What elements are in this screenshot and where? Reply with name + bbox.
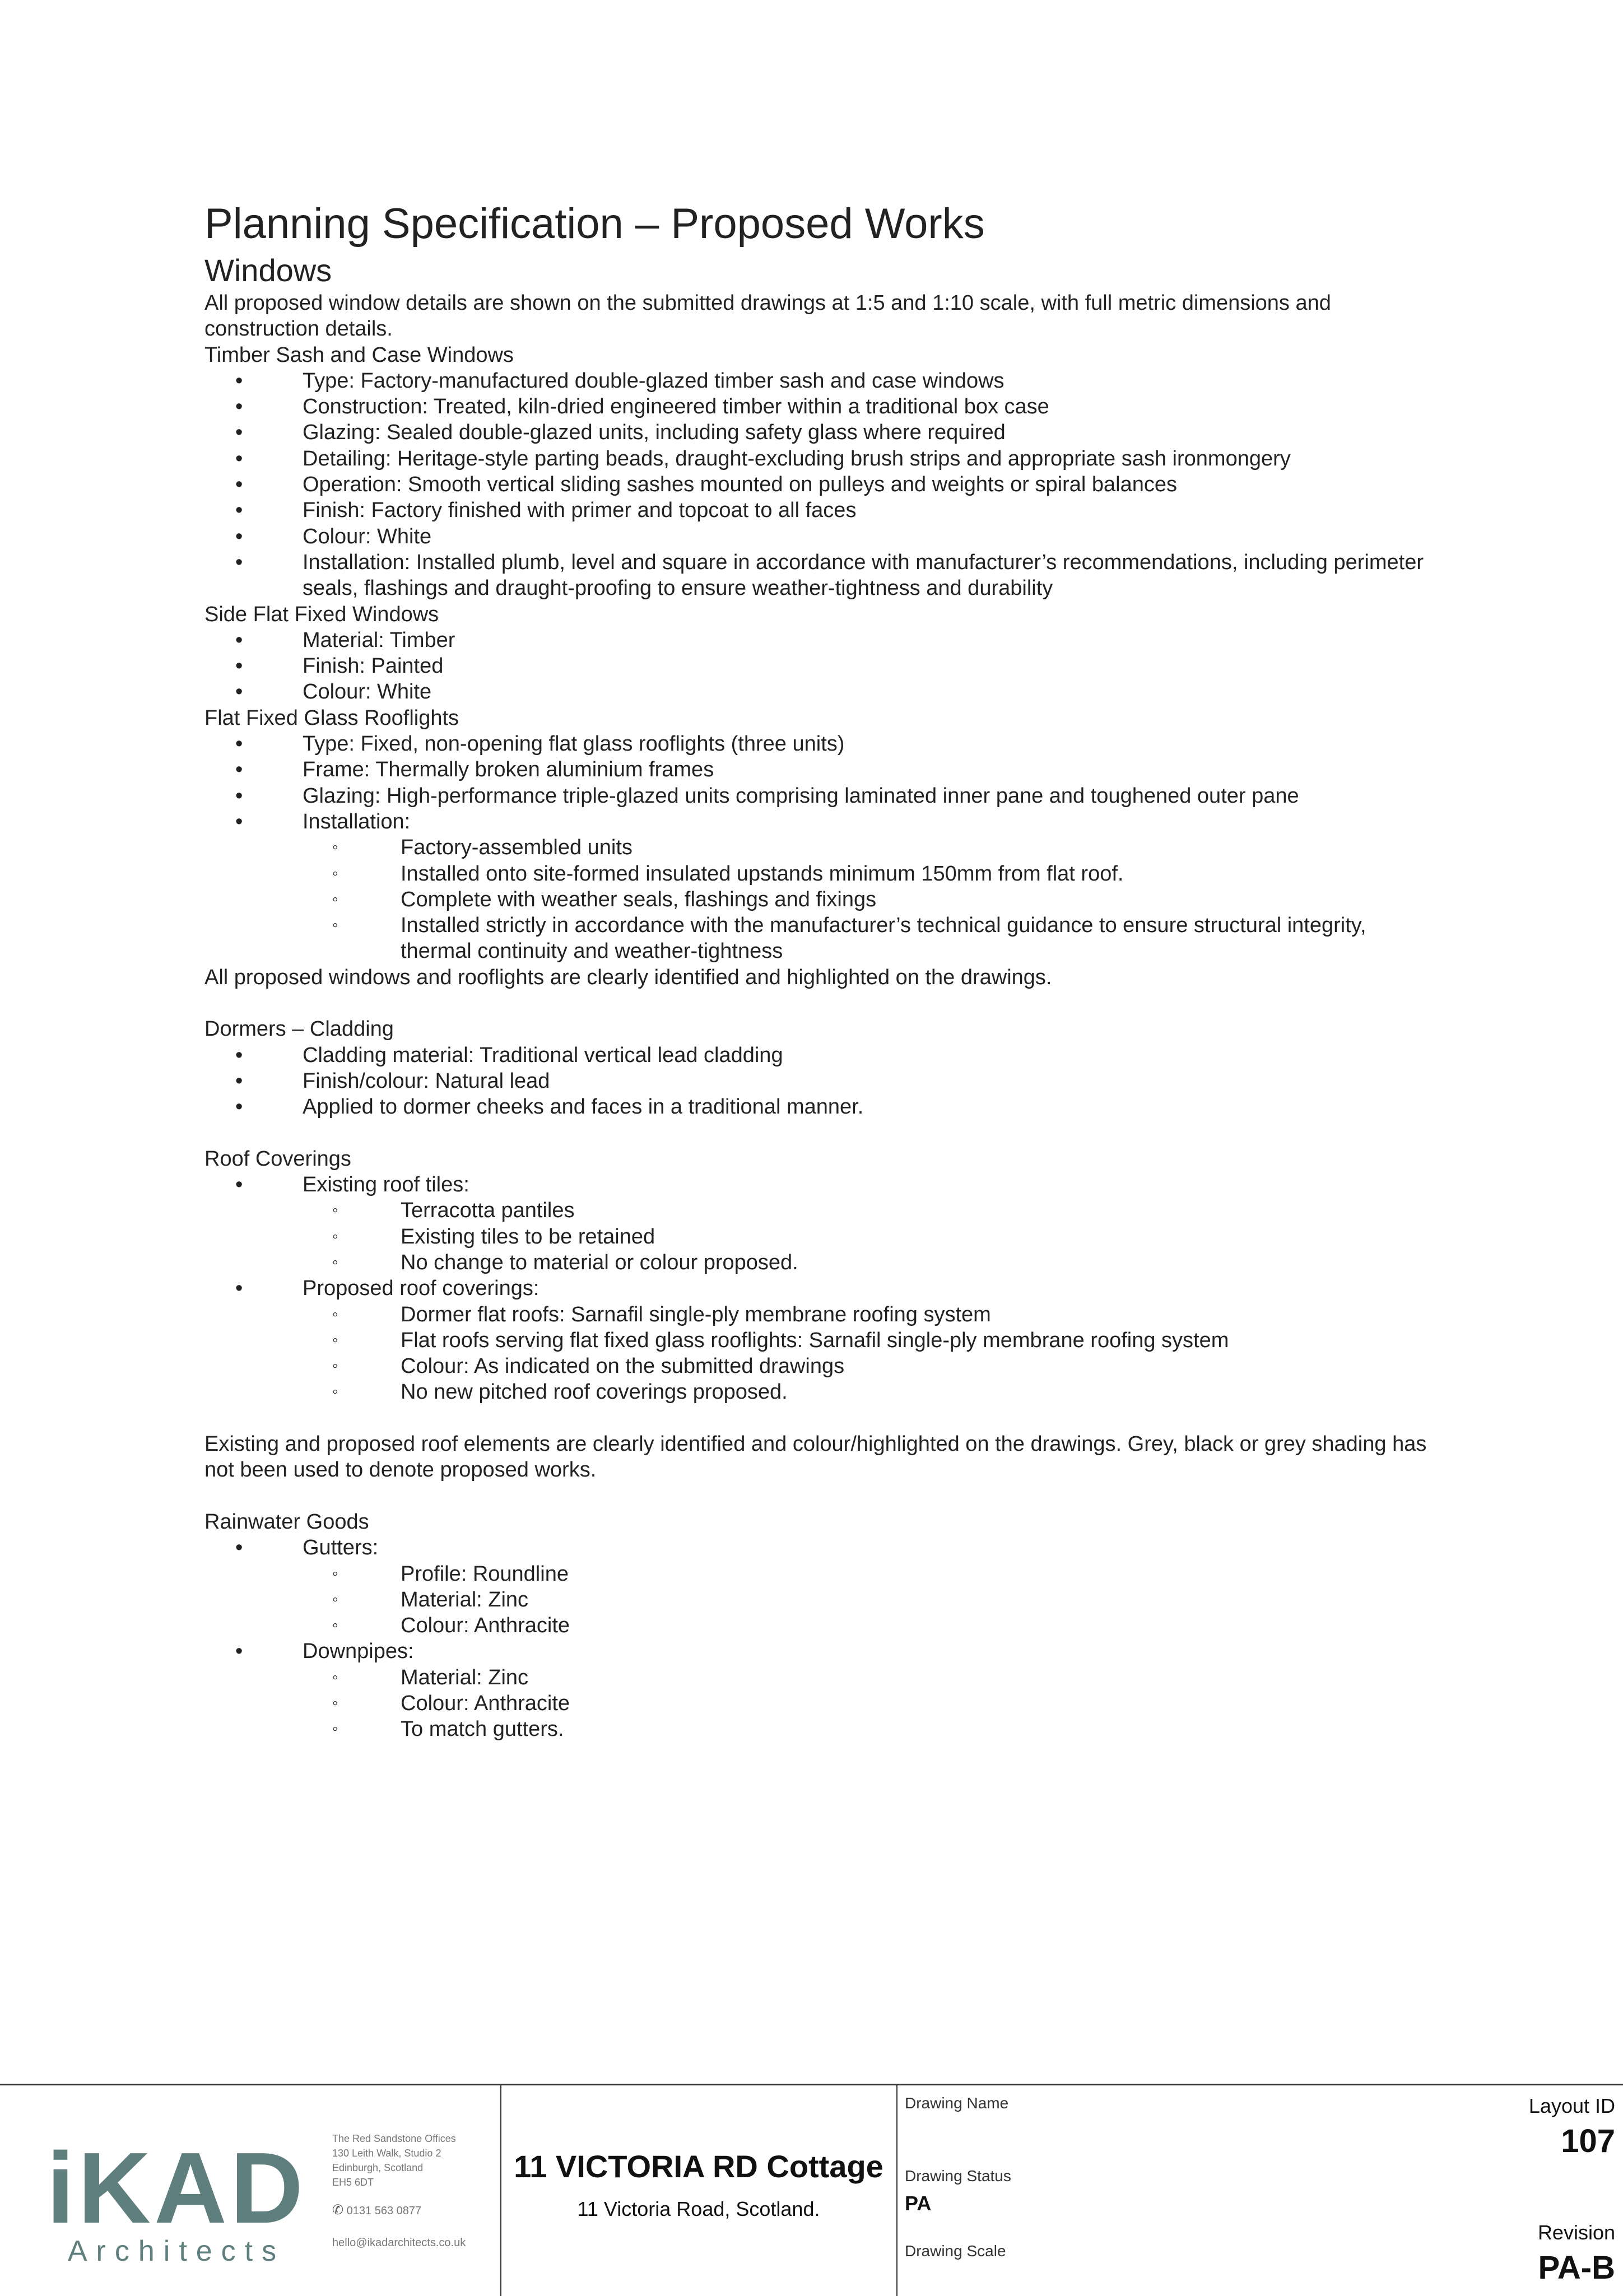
drawing-scale-label: Drawing Scale <box>905 2242 1006 2260</box>
logo-subtext: Architects <box>67 2235 286 2267</box>
drawing-status-label: Drawing Status <box>905 2167 1011 2185</box>
layout-id-value: 107 <box>1561 2123 1615 2159</box>
list-item: • Finish: Factory finished with primer and topcoat to all faces <box>204 497 1431 523</box>
hollow-bullet-icon: ◦ <box>332 1564 338 1583</box>
rooflights-list <box>204 731 1431 835</box>
list-item: • Finish/colour: Natural lead <box>204 1068 1431 1094</box>
list-item: ◦ Profile: Roundline <box>204 1561 1431 1587</box>
bullet-icon: • <box>235 628 243 652</box>
list-item: • Construction: Treated, kiln-dried engineered timber within a traditional box case <box>204 394 1431 420</box>
list-item: • Proposed roof coverings: <box>204 1275 1431 1301</box>
sash-list <box>204 368 1431 602</box>
dormers-heading: Dormers – Cladding <box>204 1017 394 1041</box>
roof-closing: Existing and proposed roof elements are clearly identified and colour/highlighted on the drawings. Grey, black or grey shading has not been used to denote proposed works. <box>204 1432 1427 1482</box>
list-item: ◦ Material: Zinc <box>204 1587 1431 1613</box>
ikad-logo <box>42 2139 311 2267</box>
windows-heading: Windows <box>204 253 332 288</box>
hollow-bullet-icon: ◦ <box>332 1330 338 1349</box>
hollow-bullet-icon: ◦ <box>332 1668 338 1687</box>
windows-closing: All proposed windows and rooflights are clearly identified and highlighted on the drawings. <box>204 965 1052 989</box>
side-windows-heading: Side Flat Fixed Windows <box>204 602 439 626</box>
title-block <box>0 2084 1623 2294</box>
list-item: ◦ Installed strictly in accordance with the manufacturer’s technical guidance to ensure structural integrity, thermal continuity and weather-tightness <box>332 914 1366 963</box>
bullet-icon: • <box>235 809 243 833</box>
logo-text: iKAD <box>46 2139 306 2244</box>
hollow-bullet-icon: ◦ <box>332 1694 338 1713</box>
list-item: • Finish: Painted <box>204 653 1431 679</box>
downpipes-sublist <box>204 1665 1431 1743</box>
installation-sublist <box>204 835 1431 964</box>
list-item: • Existing roof tiles: <box>204 1172 1431 1198</box>
list-item: • Frame: Thermally broken aluminium frames <box>204 757 1431 783</box>
roof-heading: Roof Coverings <box>204 1147 351 1171</box>
bullet-icon: • <box>235 1640 243 1664</box>
list-item: ◦ Material: Zinc <box>204 1665 1431 1690</box>
office-phone: ✆ 0131 563 0877 <box>332 2202 422 2218</box>
bullet-icon: • <box>235 395 243 419</box>
list-item: ◦ No new pitched roof coverings proposed. <box>204 1379 1431 1405</box>
drawing-status-value: PA <box>905 2192 932 2215</box>
list-item: ◦ Complete with weather seals, flashings and fixings <box>204 887 1431 912</box>
title-block-divider <box>896 2085 897 2296</box>
bullet-icon: • <box>235 1095 243 1119</box>
specification-content <box>204 197 1431 1743</box>
bullet-icon: • <box>235 1069 243 1093</box>
bullet-icon: • <box>235 499 243 523</box>
hollow-bullet-icon: ◦ <box>332 864 338 883</box>
bullet-icon: • <box>235 1043 243 1067</box>
dormers-list <box>204 1042 1431 1120</box>
list-item: • Installation: Installed plumb, level and square in accordance with manufacturer’s recommendations, including perimeter seals, flashings and draught-proofing to ensure weather-tightness and durability <box>235 550 1424 600</box>
bullet-icon: • <box>235 446 243 471</box>
bullet-icon: • <box>235 1277 243 1301</box>
hollow-bullet-icon: ◦ <box>332 1720 338 1739</box>
side-windows-list <box>204 627 1431 705</box>
list-item: ◦ To match gutters. <box>204 1716 1431 1742</box>
revision-label: Revision <box>1537 2221 1615 2244</box>
rainwater-list-2 <box>204 1638 1431 1664</box>
list-item: • Cladding material: Traditional vertical lead cladding <box>204 1042 1431 1068</box>
hollow-bullet-icon: ◦ <box>332 1357 338 1376</box>
list-item: • Operation: Smooth vertical sliding sashes mounted on pulleys and weights or spiral balances <box>204 472 1431 497</box>
project-address: 11 Victoria Road, Scotland. <box>577 2197 820 2220</box>
drawing-name-label: Drawing Name <box>905 2094 1009 2112</box>
bullet-icon: • <box>235 680 243 704</box>
list-item: ◦ Existing tiles to be retained <box>204 1224 1431 1250</box>
list-item: • Type: Fixed, non-opening flat glass rooflights (three units) <box>204 731 1431 757</box>
bullet-icon: • <box>235 524 243 548</box>
rooflights-heading: Flat Fixed Glass Rooflights <box>204 706 459 730</box>
list-item: • Gutters: <box>204 1535 1431 1561</box>
list-item: • Type: Factory-manufactured double-glazed timber sash and case windows <box>204 368 1431 394</box>
list-item: ◦ Colour: Anthracite <box>204 1613 1431 1638</box>
proposed-roof-sublist <box>204 1302 1431 1405</box>
list-item: ◦ Installed onto site-formed insulated upstands minimum 150mm from flat roof. <box>204 861 1431 887</box>
list-item: ◦ Dormer flat roofs: Sarnafil single-ply membrane roofing system <box>204 1302 1431 1328</box>
list-item: ◦ Flat roofs serving flat fixed glass rooflights: Sarnafil single-ply membrane roofing system <box>204 1328 1431 1353</box>
list-item: ◦ Colour: Anthracite <box>204 1690 1431 1716</box>
roof-list <box>204 1172 1431 1198</box>
list-item: • Glazing: High-performance triple-glazed units comprising laminated inner pane and toughened outer pane <box>204 783 1431 809</box>
list-item: ◦ Factory-assembled units <box>204 835 1431 860</box>
bullet-icon: • <box>235 473 243 497</box>
title-block-divider <box>500 2085 501 2296</box>
hollow-bullet-icon: ◦ <box>332 889 338 909</box>
bullet-icon: • <box>235 421 243 445</box>
bullet-icon: • <box>235 369 243 393</box>
list-item: ◦ Terracotta pantiles <box>204 1198 1431 1223</box>
sash-heading: Timber Sash and Case Windows <box>204 343 514 367</box>
hollow-bullet-icon: ◦ <box>332 1252 338 1272</box>
office-email: hello@ikadarchitects.co.uk <box>332 2237 466 2249</box>
revision-value: PA-B <box>1538 2250 1615 2286</box>
hollow-bullet-icon: ◦ <box>332 916 338 935</box>
rainwater-heading: Rainwater Goods <box>204 1510 369 1534</box>
list-item: ◦ No change to material or colour proposed. <box>204 1250 1431 1275</box>
windows-intro: All proposed window details are shown on the submitted drawings at 1:5 and 1:10 scale, with full metric dimensions and construction details. <box>204 291 1331 341</box>
hollow-bullet-icon: ◦ <box>332 1227 338 1246</box>
rainwater-list <box>204 1535 1431 1561</box>
list-item: • Detailing: Heritage-style parting beads, draught-excluding brush strips and appropriate sash ironmongery <box>204 446 1431 472</box>
list-item: • Installation: <box>204 809 1431 835</box>
bullet-icon: • <box>235 1536 243 1560</box>
phone-icon: ✆ <box>332 2202 344 2218</box>
list-item: • Colour: White <box>204 679 1431 705</box>
list-item: ◦ Colour: As indicated on the submitted drawings <box>204 1353 1431 1379</box>
list-item: • Downpipes: <box>204 1638 1431 1664</box>
bullet-icon: • <box>235 758 243 782</box>
page-title: Planning Specification – Proposed Works <box>204 200 985 248</box>
existing-roof-sublist <box>204 1198 1431 1275</box>
layout-id-label: Layout ID <box>1528 2094 1615 2117</box>
list-item: • Material: Timber <box>204 627 1431 653</box>
hollow-bullet-icon: ◦ <box>332 838 338 857</box>
roof-list-2 <box>204 1275 1431 1301</box>
project-name: 11 VICTORIA RD Cottage <box>514 2149 883 2184</box>
hollow-bullet-icon: ◦ <box>332 1201 338 1220</box>
bullet-icon: • <box>235 550 243 574</box>
bullet-icon: • <box>235 784 243 808</box>
bullet-icon: • <box>235 732 243 756</box>
hollow-bullet-icon: ◦ <box>332 1305 338 1324</box>
list-item: • Applied to dormer cheeks and faces in a traditional manner. <box>204 1094 1431 1120</box>
office-address: The Red Sandstone Offices 130 Leith Walk, Studio 2 Edinburgh, Scotland EH5 6DT <box>332 2133 456 2188</box>
hollow-bullet-icon: ◦ <box>332 1382 338 1401</box>
hollow-bullet-icon: ◦ <box>332 1616 338 1635</box>
gutters-sublist <box>204 1561 1431 1639</box>
bullet-icon: • <box>235 654 243 678</box>
hollow-bullet-icon: ◦ <box>332 1590 338 1609</box>
bullet-icon: • <box>235 1173 243 1197</box>
list-item: • Colour: White <box>204 524 1431 549</box>
list-item: • Glazing: Sealed double-glazed units, including safety glass where required <box>204 420 1431 445</box>
